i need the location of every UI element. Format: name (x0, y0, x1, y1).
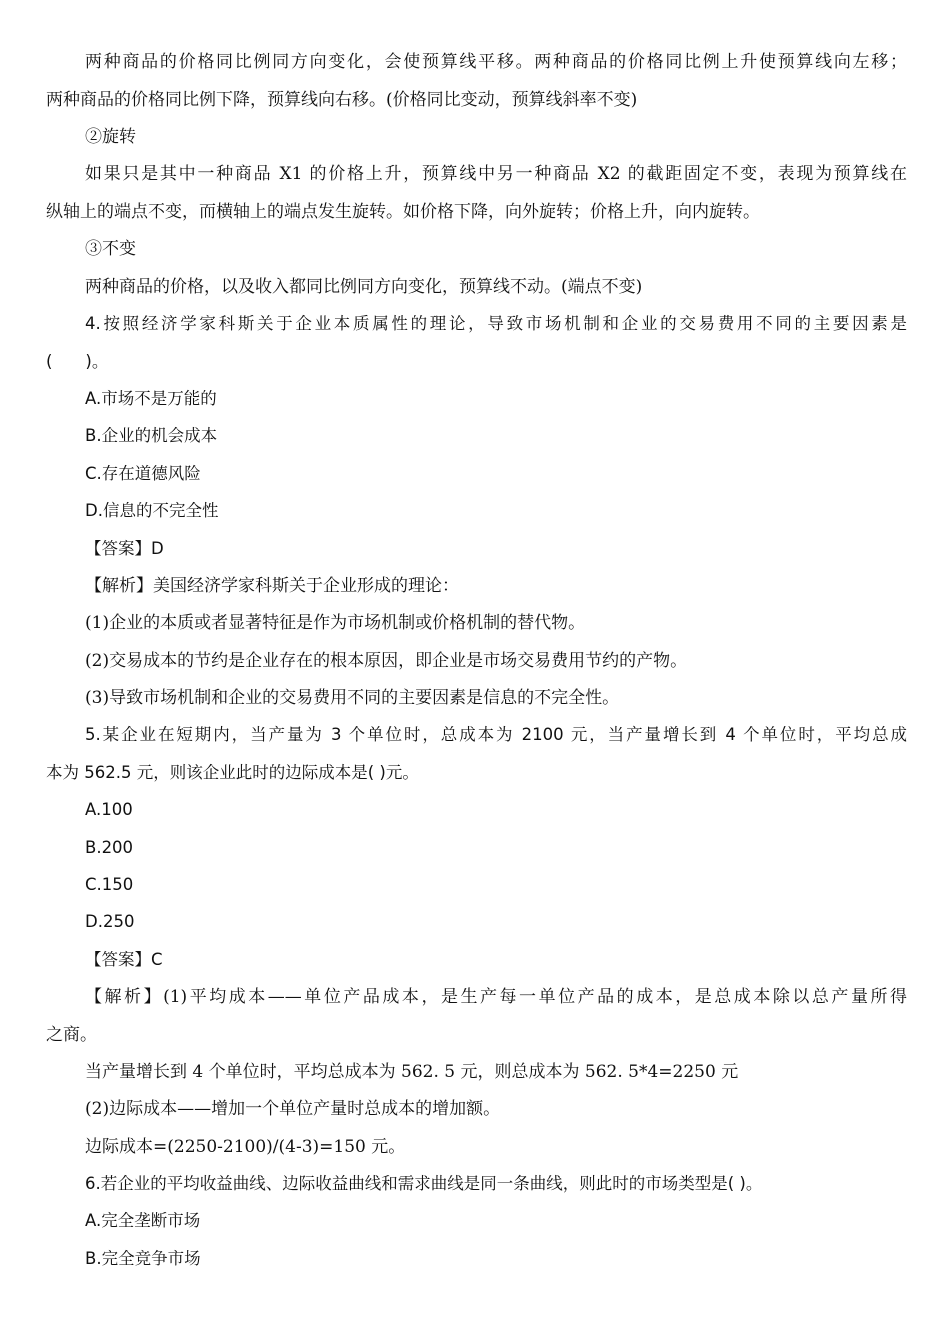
text-line: (3)导致市场机制和企业的交易费用不同的主要因素是信息的不完全性。 (85, 688, 620, 708)
question-4-option-b: B.企业的机会成本 (85, 426, 218, 445)
question-5-answer: 【答案】C (85, 950, 163, 969)
text-line: 两种商品的价格，以及收入都同比例同方向变化，预算线不动。(端点不变) (85, 277, 643, 297)
text-line: (1)企业的本质或者显著特征是作为市场机制或价格机制的替代物。 (85, 613, 586, 633)
text-line: 边际成本=(2250-2100)/(4-3)=150 元。 (85, 1137, 406, 1157)
text-line: 当产量增长到 4 个单位时，平均总成本为 562. 5 元，则总成本为 562. 5*4=2250 元 (85, 1062, 739, 1082)
question-4-blank: ( )。 (46, 352, 109, 371)
text-line: 两种商品的价格同比例同方向变化，会使预算线平移。两种商品的价格同比例上升使预算线向左移； (85, 52, 907, 72)
subheading-rotation: ②旋转 (85, 127, 136, 147)
text-line: 之商。 (46, 1025, 97, 1045)
question-4-stem: 4.按照经济学家科斯关于企业本质属性的理论，导致市场机制和企业的交易费用不同的主要因素是 (85, 314, 907, 333)
question-6-option-a: A.完全垄断市场 (85, 1211, 201, 1230)
question-4-answer: 【答案】D (85, 539, 164, 558)
question-5-option-b: B.200 (85, 838, 134, 857)
subheading-unchanged: ③不变 (85, 239, 136, 259)
question-5-option-d: D.250 (85, 912, 135, 931)
text-line: 纵轴上的端点不变，而横轴上的端点发生旋转。如价格下降，向外旋转；价格上升，向内旋转。 (46, 202, 760, 222)
question-5-option-c: C.150 (85, 875, 134, 894)
question-4-option-c: C.存在道德风险 (85, 464, 201, 483)
question-4-option-a: A.市场不是万能的 (85, 389, 217, 408)
question-6-stem: 6.若企业的平均收益曲线、边际收益曲线和需求曲线是同一条曲线，则此时的市场类型是( )。 (85, 1174, 763, 1193)
text-line: 两种商品的价格同比例下降，预算线向右移。(价格同比变动，预算线斜率不变) (46, 90, 638, 110)
question-5-stem: 5.某企业在短期内，当产量为 3 个单位时，总成本为 2100 元，当产量增长到 4 个单位时，平均总成 (85, 725, 907, 744)
question-5-stem-cont: 本为 562.5 元，则该企业此时的边际成本是( )元。 (46, 763, 419, 782)
question-4-option-d: D.信息的不完全性 (85, 501, 219, 520)
text-line: (2)边际成本——增加一个单位产量时总成本的增加额。 (85, 1099, 501, 1119)
question-5-option-a: A.100 (85, 800, 133, 819)
text-line: 如果只是其中一种商品 X1 的价格上升，预算线中另一种商品 X2 的截距固定不变，表现为预算线在 (85, 164, 907, 184)
question-6-option-b: B.完全竞争市场 (85, 1249, 201, 1268)
question-4-analysis: 【解析】美国经济学家科斯关于企业形成的理论： (85, 576, 459, 596)
question-5-analysis: 【解析】(1)平均成本——单位产品成本，是生产每一单位产品的成本，是总成本除以总产量所得 (85, 987, 907, 1007)
text-line: (2)交易成本的节约是企业存在的根本原因，即企业是市场交易费用节约的产物。 (85, 651, 688, 671)
